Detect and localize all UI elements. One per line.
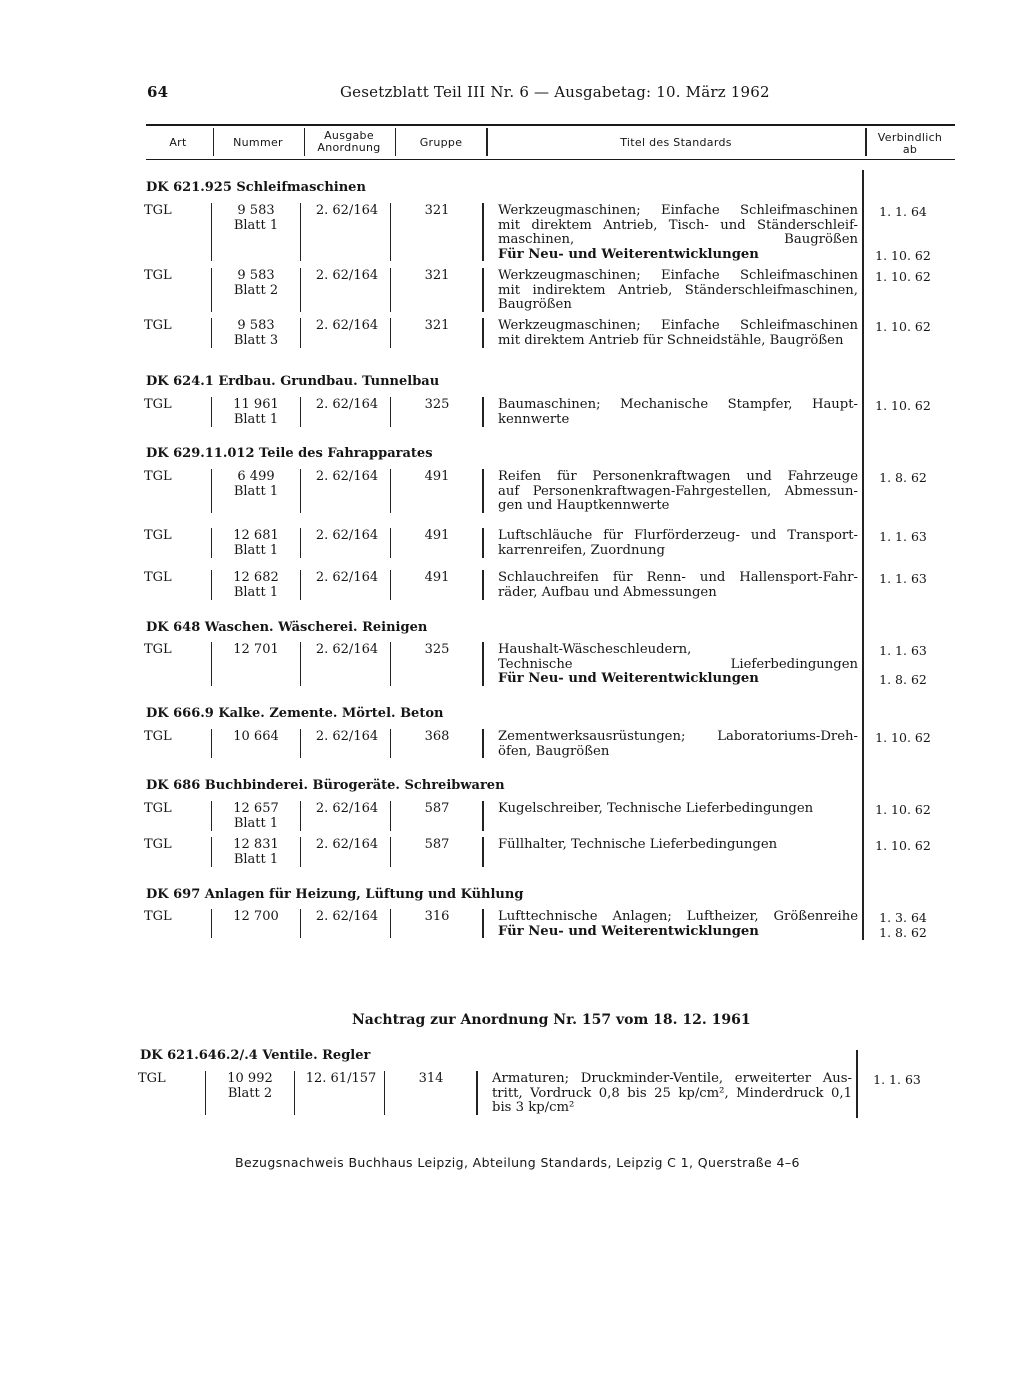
cell-nummer: 12 700 <box>233 909 279 924</box>
col-verbindlich-line1: Verbindlich <box>877 131 943 144</box>
section-heading: DK 629.11.012 Teile des Fahrapparates <box>146 446 433 461</box>
title-bold-line: Für Neu- und Weiterentwicklungen <box>498 671 759 687</box>
title-line: öfen, Baugrößen <box>498 743 610 759</box>
column-divider <box>300 642 301 686</box>
cell-title <box>498 398 858 427</box>
column-divider <box>300 570 301 600</box>
column-divider <box>211 268 212 312</box>
title-line: Lufttechnische Anlagen; Luftheizer, Größenreihe <box>498 909 858 924</box>
cell-nummer: 10 992 <box>227 1071 273 1086</box>
cell-title <box>498 571 858 600</box>
column-divider <box>211 318 212 348</box>
addendum-heading: Nachtrag zur Anordnung Nr. 157 vom 18. 12. 1961 <box>352 1012 751 1028</box>
title-line: Füllhalter, Technische Lieferbedingungen <box>498 837 778 852</box>
cell-title <box>498 730 858 759</box>
cell-art: TGL <box>144 268 172 283</box>
cell-ausgabe: 12. 61/157 <box>305 1071 377 1086</box>
cell-ausgabe: 2. 62/164 <box>315 318 379 333</box>
column-divider <box>482 801 484 831</box>
cell-gruppe: 314 <box>418 1071 444 1086</box>
title-line: karrenreifen, Zuordnung <box>498 542 665 558</box>
column-divider <box>211 570 212 600</box>
date-column-divider <box>856 1050 858 1118</box>
column-divider <box>482 203 484 261</box>
column-divider <box>390 268 391 312</box>
cell-blatt: Blatt 1 <box>233 816 279 831</box>
column-divider <box>300 909 301 938</box>
column-divider <box>482 909 484 938</box>
col-ausgabe-line1: Ausgabe <box>324 129 374 142</box>
column-divider <box>211 642 212 686</box>
title-line: gen und Hauptkennwerte <box>498 498 670 514</box>
column-divider <box>211 203 212 261</box>
column-divider <box>205 1071 206 1115</box>
cell-nummer: 12 682 <box>233 570 279 585</box>
title-line: Kugelschreiber, Technische Lieferbedingungen <box>498 801 814 816</box>
title-line: räder, Aufbau und Abmessungen <box>498 584 717 600</box>
column-divider <box>390 528 391 558</box>
cell-gruppe: 587 <box>424 801 450 816</box>
page-header-title: Gesetzblatt Teil III Nr. 6 — Ausgabetag: 10. März 1962 <box>340 83 770 101</box>
column-divider <box>482 729 484 758</box>
title-line: Schlauchreifen für Renn- und Hallensport-Fahr- <box>498 570 858 585</box>
cell-gruppe: 491 <box>424 469 450 484</box>
cell-title <box>498 204 858 262</box>
page-number: 64 <box>147 83 169 101</box>
column-divider <box>294 1071 295 1115</box>
column-divider <box>390 318 391 348</box>
cell-nummer: 9 583 <box>237 268 275 283</box>
cell-gruppe: 321 <box>424 203 450 218</box>
column-divider <box>390 469 391 513</box>
cell-nummer: 12 681 <box>233 528 279 543</box>
cell-art: TGL <box>144 801 172 816</box>
cell-ausgabe: 2. 62/164 <box>315 528 379 543</box>
cell-title <box>498 838 858 853</box>
column-divider <box>390 837 391 867</box>
cell-gruppe: 325 <box>424 642 450 657</box>
cell-ausgabe: 2. 62/164 <box>315 729 379 744</box>
cell-art: TGL <box>144 203 172 218</box>
cell-blatt: Blatt 1 <box>233 585 279 600</box>
section-heading: DK 621.646.2/.4 Ventile. Regler <box>140 1048 371 1063</box>
col-art: Art <box>169 136 187 149</box>
cell-nummer: 9 583 <box>237 318 275 333</box>
section-heading: DK 666.9 Kalke. Zemente. Mörtel. Beton <box>146 706 444 721</box>
title-line: Haushalt-Wäscheschleudern, <box>498 642 692 657</box>
cell-art: TGL <box>144 318 172 333</box>
cell-nummer: 11 961 <box>233 397 279 412</box>
cell-ausgabe: 2. 62/164 <box>315 801 379 816</box>
cell-date: 1. 10. 62 <box>875 247 931 263</box>
cell-nummer: 10 664 <box>233 729 279 744</box>
cell-art: TGL <box>144 837 172 852</box>
cell-art: TGL <box>144 528 172 543</box>
column-divider <box>482 268 484 312</box>
cell-blatt: Blatt 1 <box>233 543 279 558</box>
column-divider <box>300 837 301 867</box>
title-line: bis 3 kp/cm² <box>492 1100 575 1116</box>
cell-gruppe: 491 <box>424 570 450 585</box>
cell-date: 1. 10. 62 <box>875 398 931 413</box>
table-top-rule <box>146 124 955 126</box>
title-line: mit direktem Antrieb für Schneidstähle, Baugrößen <box>498 332 844 348</box>
column-divider <box>211 837 212 867</box>
cell-blatt: Blatt 2 <box>233 283 279 298</box>
column-divider <box>300 729 301 758</box>
cell-blatt: Blatt 1 <box>233 412 279 427</box>
column-divider <box>300 469 301 513</box>
column-divider <box>482 469 484 513</box>
cell-date: 1. 1. 64 <box>879 204 927 219</box>
cell-date: 1. 10. 62 <box>875 269 931 284</box>
title-bold-line: Für Neu- und Weiterentwicklungen <box>498 246 759 262</box>
col-ausgabe-line2: Anordnung <box>317 141 381 154</box>
title-line: Baugrößen <box>498 297 572 313</box>
column-divider <box>211 909 212 938</box>
column-divider <box>482 837 484 867</box>
cell-ausgabe: 2. 62/164 <box>315 837 379 852</box>
cell-nummer: 12 701 <box>233 642 279 657</box>
column-divider <box>211 528 212 558</box>
cell-title <box>498 269 858 313</box>
title-line: kennwerte <box>498 411 570 427</box>
cell-date: 1. 1. 63 <box>873 1072 921 1087</box>
cell-blatt: Blatt 2 <box>227 1086 273 1101</box>
title-line: mit indirektem Antrieb, Ständerschleifmaschinen, <box>498 282 858 298</box>
cell-date: 1. 10. 62 <box>875 730 931 745</box>
cell-nummer: 6 499 <box>237 469 275 484</box>
table-header-rule <box>146 159 955 160</box>
cell-date: 1. 1. 63 <box>879 643 927 658</box>
title-line: Armaturen; Druckminder-Ventile, erweiterter Aus- <box>492 1071 852 1086</box>
title-line: Reifen für Personenkraftwagen und Fahrzeuge <box>498 469 858 484</box>
column-divider <box>300 268 301 312</box>
cell-title <box>498 319 858 348</box>
cell-art: TGL <box>144 909 172 924</box>
cell-date: 1. 8. 62 <box>879 470 927 485</box>
column-divider <box>384 1071 385 1115</box>
page-footer: Bezugsnachweis Buchhaus Leipzig, Abteilung Standards, Leipzig C 1, Querstraße 4–6 <box>235 1155 800 1170</box>
cell-art: TGL <box>144 642 172 657</box>
cell-nummer: 9 583 <box>237 203 275 218</box>
cell-gruppe: 325 <box>424 397 450 412</box>
col-titel: Titel des Standards <box>620 136 732 149</box>
cell-gruppe: 321 <box>424 318 450 333</box>
column-divider <box>300 203 301 261</box>
column-divider <box>482 570 484 600</box>
column-divider <box>390 570 391 600</box>
column-divider <box>211 469 212 513</box>
column-divider <box>300 318 301 348</box>
title-line: maschinen, Baugrößen <box>498 232 858 248</box>
cell-nummer: 12 831 <box>233 837 279 852</box>
column-divider <box>390 397 391 427</box>
title-line: Baumaschinen; Mechanische Stampfer, Haupt- <box>498 397 858 412</box>
column-divider <box>300 801 301 831</box>
cell-ausgabe: 2. 62/164 <box>315 469 379 484</box>
title-line: Luftschläuche für Flurförderzeug- und Transport- <box>498 528 858 543</box>
cell-date: 1. 8. 62 <box>879 924 927 940</box>
cell-gruppe: 368 <box>424 729 450 744</box>
cell-art: TGL <box>144 469 172 484</box>
column-divider <box>390 729 391 758</box>
cell-date: 1. 1. 63 <box>879 529 927 544</box>
cell-blatt: Blatt 1 <box>233 484 279 499</box>
title-line: Werkzeugmaschinen; Einfache Schleifmaschinen <box>498 203 858 218</box>
col-gruppe: Gruppe <box>419 136 463 149</box>
cell-art: TGL <box>144 729 172 744</box>
cell-title <box>498 802 858 817</box>
column-divider <box>482 397 484 427</box>
column-divider <box>390 642 391 686</box>
date-column-divider <box>862 170 864 940</box>
column-divider <box>211 801 212 831</box>
column-divider <box>482 642 484 686</box>
col-verbindlich-line2: ab <box>902 143 918 156</box>
cell-ausgabe: 2. 62/164 <box>315 642 379 657</box>
cell-blatt: Blatt 3 <box>233 333 279 348</box>
column-divider <box>211 397 212 427</box>
cell-title <box>498 470 858 514</box>
cell-title <box>498 529 858 558</box>
title-line: auf Personenkraftwagen-Fahrgestellen, Abmessun- <box>498 483 858 499</box>
cell-date: 1. 8. 62 <box>879 672 927 688</box>
cell-gruppe: 587 <box>424 837 450 852</box>
column-divider <box>390 203 391 261</box>
section-heading: DK 686 Buchbinderei. Bürogeräte. Schreibwaren <box>146 778 505 793</box>
title-bold-line: Für Neu- und Weiterentwicklungen <box>498 923 759 939</box>
cell-date: 1. 3. 64 <box>879 910 927 925</box>
cell-ausgabe: 2. 62/164 <box>315 268 379 283</box>
title-line: Technische Lieferbedingungen <box>498 656 858 672</box>
title-line: Werkzeugmaschinen; Einfache Schleifmaschinen <box>498 268 858 283</box>
cell-nummer: 12 657 <box>233 801 279 816</box>
cell-gruppe: 491 <box>424 528 450 543</box>
section-heading: DK 648 Waschen. Wäscherei. Reinigen <box>146 620 428 635</box>
cell-art: TGL <box>144 570 172 585</box>
cell-art: TGL <box>144 397 172 412</box>
cell-ausgabe: 2. 62/164 <box>315 909 379 924</box>
column-divider <box>211 729 212 758</box>
cell-gruppe: 316 <box>424 909 450 924</box>
cell-art: TGL <box>138 1071 166 1086</box>
column-divider <box>482 318 484 348</box>
col-nummer: Nummer <box>233 136 283 149</box>
cell-blatt: Blatt 1 <box>233 218 279 233</box>
title-line: tritt, Vordruck 0,8 bis 25 kp/cm², Minderdruck 0,1 <box>492 1085 852 1101</box>
cell-gruppe: 321 <box>424 268 450 283</box>
cell-blatt: Blatt 1 <box>233 852 279 867</box>
title-line: Werkzeugmaschinen; Einfache Schleifmaschinen <box>498 318 858 333</box>
column-divider <box>390 801 391 831</box>
cell-title <box>492 1072 852 1116</box>
cell-date: 1. 1. 63 <box>879 571 927 586</box>
section-heading: DK 624.1 Erdbau. Grundbau. Tunnelbau <box>146 374 440 389</box>
column-divider <box>300 397 301 427</box>
cell-date: 1. 10. 62 <box>875 838 931 853</box>
column-divider <box>476 1071 478 1115</box>
cell-date: 1. 10. 62 <box>875 319 931 334</box>
section-heading: DK 697 Anlagen für Heizung, Lüftung und Kühlung <box>146 887 524 902</box>
cell-title <box>498 910 858 939</box>
column-divider <box>482 528 484 558</box>
cell-date: 1. 10. 62 <box>875 802 931 817</box>
cell-ausgabe: 2. 62/164 <box>315 203 379 218</box>
section-heading: DK 621.925 Schleifmaschinen <box>146 180 366 195</box>
title-line: Zementwerksausrüstungen; Laboratoriums-Dreh- <box>498 729 858 744</box>
column-divider <box>300 528 301 558</box>
title-line: mit direktem Antrieb, Tisch- und Ständerschleif- <box>498 217 858 233</box>
column-divider <box>390 909 391 938</box>
cell-title <box>498 643 858 687</box>
cell-ausgabe: 2. 62/164 <box>315 397 379 412</box>
cell-ausgabe: 2. 62/164 <box>315 570 379 585</box>
